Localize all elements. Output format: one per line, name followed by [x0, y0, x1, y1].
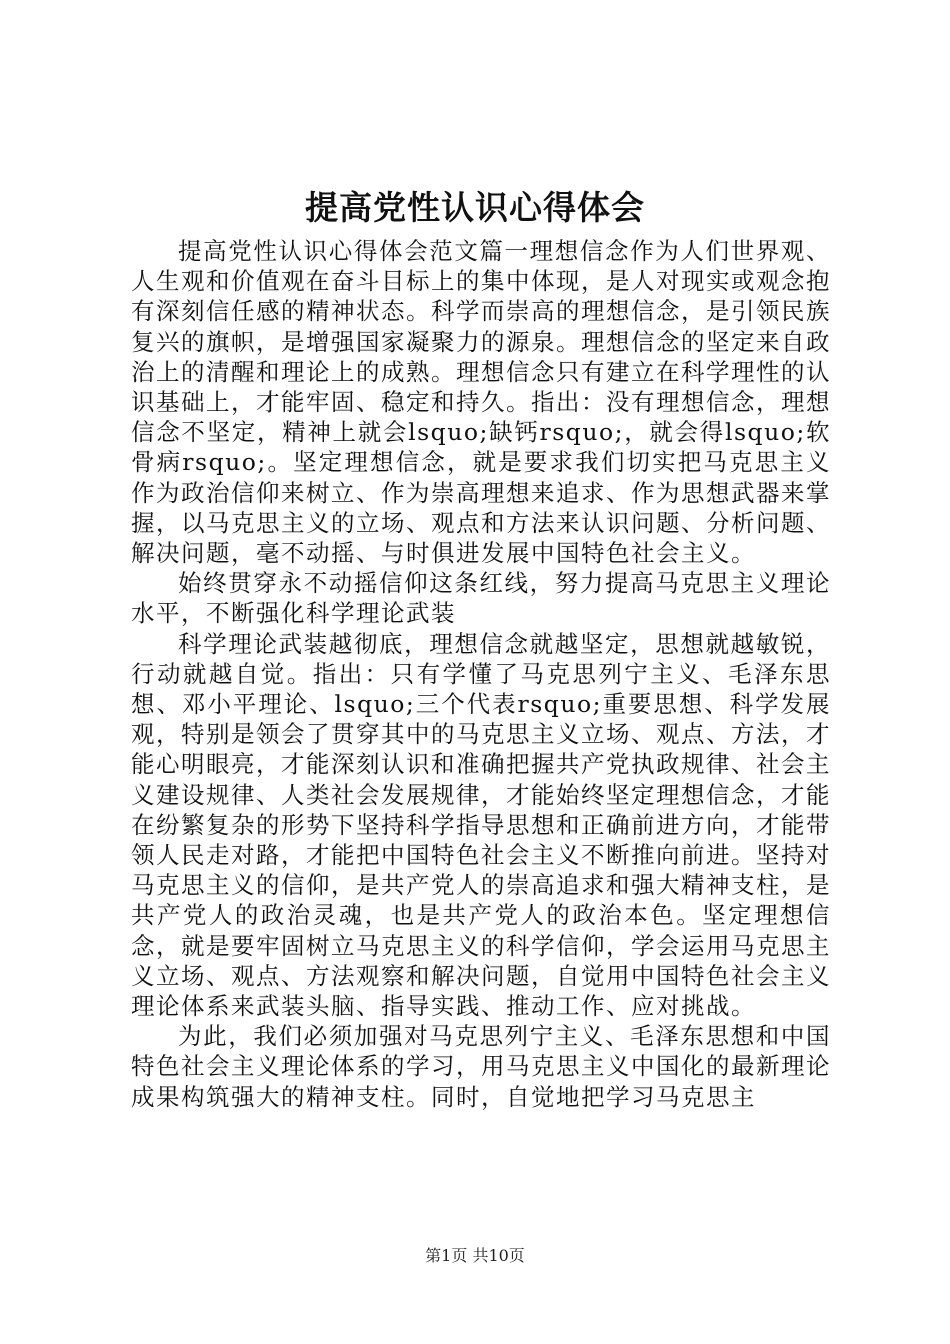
page-number-footer: 第1页 共10页 — [425, 1246, 525, 1265]
paragraph-2: 始终贯穿永不动摇信仰这条红线，努力提高马克思主义理论水平，不断强化科学理论武装 — [131, 569, 831, 628]
document-title: 提高党性认识心得体会 — [305, 188, 645, 227]
paragraph-4: 为此，我们必须加强对马克思列宁主义、毛泽东思想和中国特色社会主义理论体系的学习，用马克思主义中国化的最新理论成果构筑强大的精神支柱。同时，自觉地把学习马克思主 — [131, 1022, 831, 1111]
document-body — [131, 236, 831, 1112]
paragraph-1: 提高党性认识心得体会范文篇一理想信念作为人们世界观、人生观和价值观在奋斗目标上的集中体现，是人对现实或观念抱有深刻信任感的精神状态。科学而崇高的理想信念，是引领民族复兴的旗帜，是增强国家凝聚力的源泉。理想信念的坚定来自政治上的清醒和理论上的成熟。理想信念只有建立在科学理性的认识基础上，才能牢固、稳定和持久。指出：没有理想信念，理想信念不坚定，精神上就会lsquo;缺钙rsquo;，就会得lsquo;软骨病rsquo;。坚定理想信念，就是要求我们切实把马克思主义作为政治信仰来树立、作为崇高理想来追求、作为思想武器来掌握，以马克思主义的立场、观点和方法来认识问题、分析问题、解决问题，毫不动摇、与时俱进发展中国特色社会主义。 — [131, 237, 831, 568]
paragraph-3: 科学理论武装越彻底，理想信念就越坚定，思想就越敏锐，行动就越自觉。指出：只有学懂了马克思列宁主义、毛泽东思想、邓小平理论、lsquo;三个代表rsquo;重要思想、科学发展观，特别是领会了贯穿其中的马克思主义立场、观点、方法，才能心明眼亮，才能深刻认识和准确把握共产党执政规律、社会主义建设规律、人类社会发展规律，才能始终坚定理想信念，才能在纷繁复杂的形势下坚持科学指导思想和正确前进方向，才能带领人民走对路，才能把中国特色社会主义不断推向前进。坚持对马克思主义的信仰，是共产党人的崇高追求和强大精神支柱，是共产党人的政治灵魂，也是共产党人的政治本色。坚定理想信念，就是要牢固树立马克思主义的科学信仰，学会运用马克思主义立场、观点、方法观察和解决问题，自觉用中国特色社会主义理论体系来武装头脑、指导实践、推动工作、应对挑战。 — [131, 629, 831, 1021]
